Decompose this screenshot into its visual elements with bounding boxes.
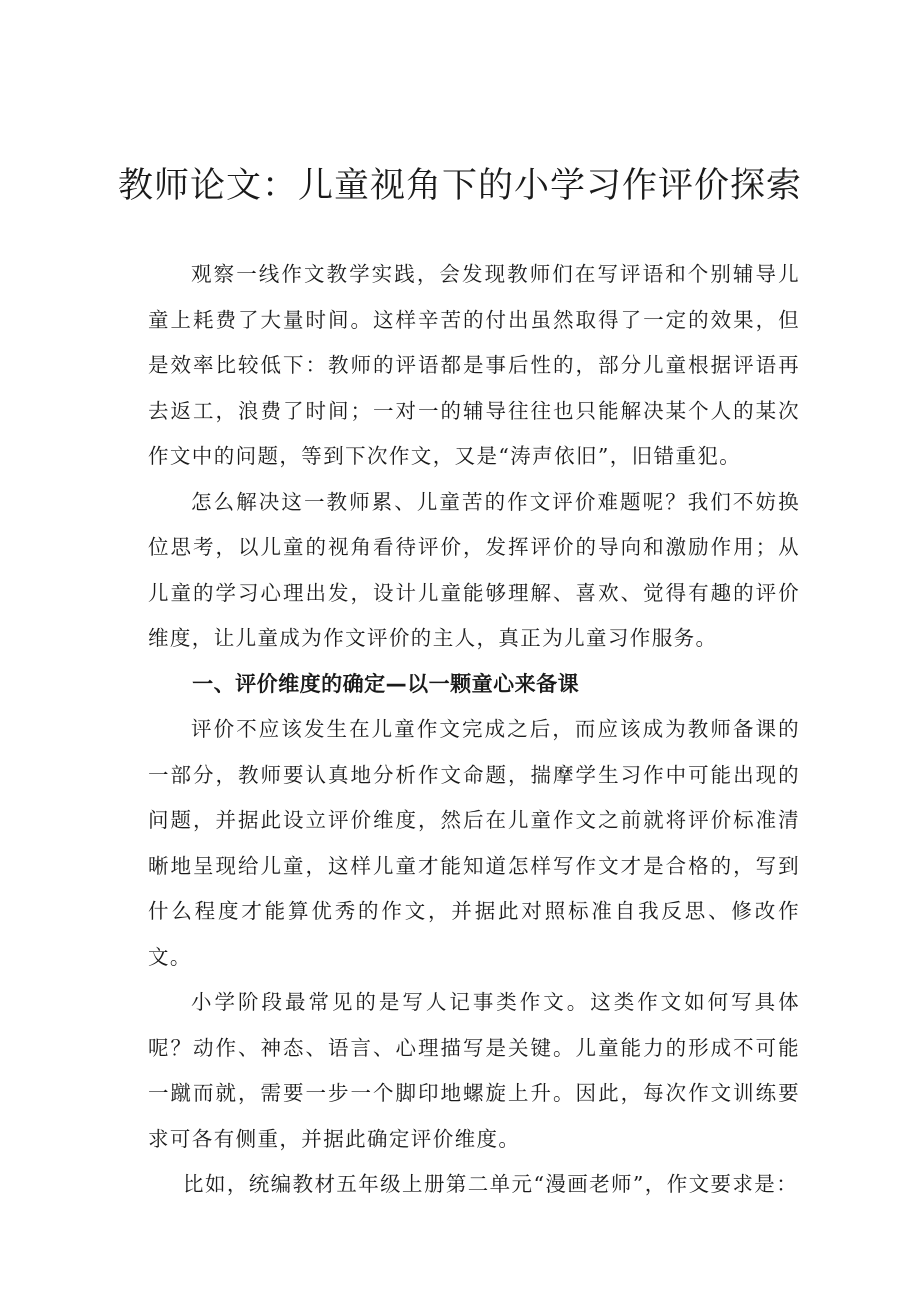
paragraph-4: 小学阶段最常见的是写人记事类作文。这类作文如何写具体呢？动作、神态、语言、心理描写是关键。儿童能力的形成不可能一蹴而就，需要一步一个脚印地螺旋上升。因此，每次作文训练要求可各有侧重，并据此确定评价维度。	[148, 990, 800, 1151]
paragraph-1: 观察一线作文教学实践，会发现教师们在写评语和个别辅导儿童上耗费了大量时间。这样辛苦的付出虽然取得了一定的效果，但是效率比较低下：教师的评语都是事后性的，部分儿童根据评语再去返工，浪费了时间；一对一的辅导往往也只能解决某个人的某次作文中的问题，等到下次作文，又是“涛声依旧”，旧错重犯。	[148, 262, 800, 468]
document-title: 教师论文：儿童视角下的小学习作评价探索	[117, 166, 802, 206]
document-body	[148, 252, 800, 1208]
paragraph-2: 怎么解决这一教师累、儿童苦的作文评价难题呢？我们不妨换位思考，以儿童的视角看待评价，发挥评价的导向和激励作用；从儿童的学习心理出发，设计儿童能够理解、喜欢、觉得有趣的评价维度，让儿童成为作文评价的主人，真正为儿童习作服务。	[148, 489, 800, 650]
section-heading-1: 一、评价维度的确定—以一颗童心来备课	[192, 671, 580, 696]
paragraph-3: 评价不应该发生在儿童作文完成之后，而应该成为教师备课的一部分，教师要认真地分析作文命题，揣摩学生习作中可能出现的问题，并据此设立评价维度，然后在儿童作文之前就将评价标准清晰地呈现给儿童，这样儿童才能知道怎样写作文才是合格的，写到什么程度才能算优秀的作文，并据此对照标准自我反思、修改作文。	[148, 717, 800, 969]
paragraph-5: 比如，统编教材五年级上册第二单元“漫画老师”，作文要求是：	[183, 1172, 799, 1196]
